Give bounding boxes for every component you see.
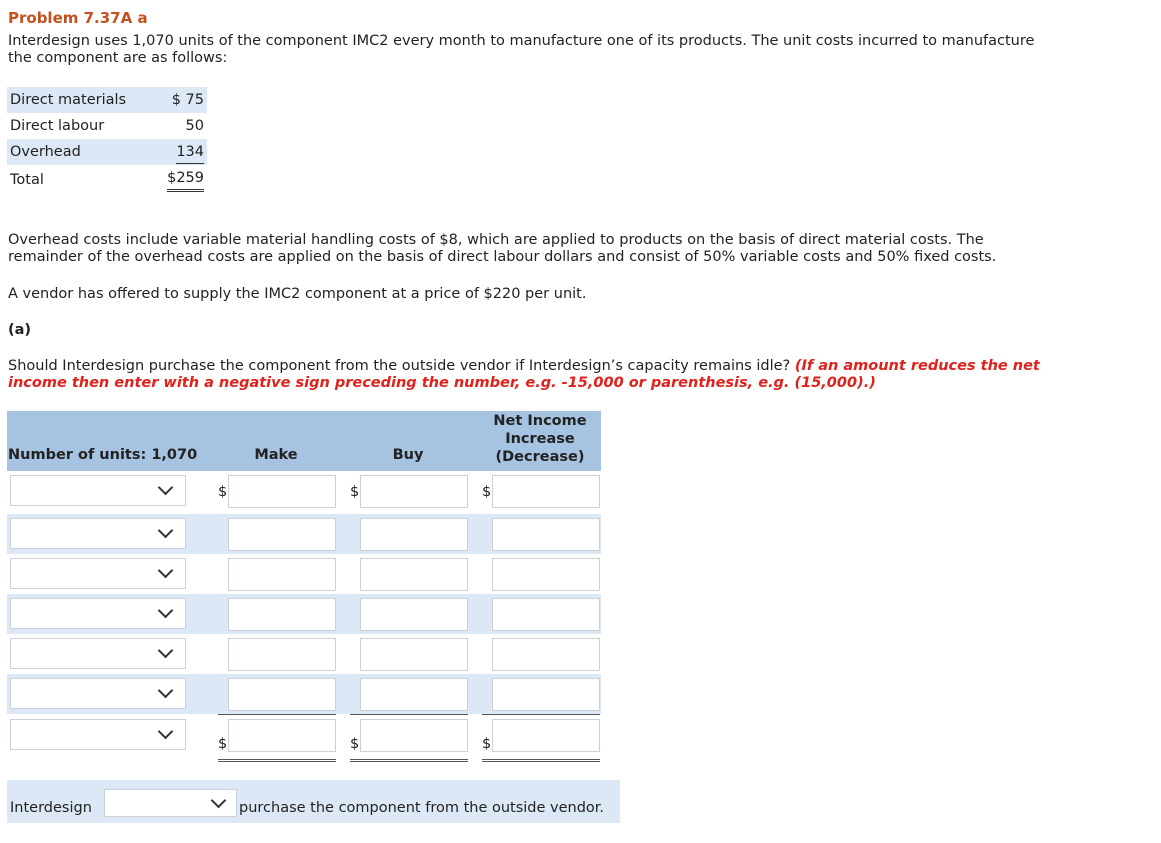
cost-row-direct-labour xyxy=(7,113,207,139)
header-net-line-3: (Decrease) xyxy=(495,449,585,465)
double-underline xyxy=(350,759,468,762)
dollar-sign: $ xyxy=(350,736,360,752)
buy-input[interactable] xyxy=(360,678,468,711)
dollar-sign: $ xyxy=(218,484,228,500)
line-item-select[interactable] xyxy=(10,475,186,506)
dollar-sign: $ xyxy=(482,484,492,500)
buy-input[interactable] xyxy=(360,558,468,591)
cost-value: $259 xyxy=(167,167,204,192)
dollar-sign: $ xyxy=(482,736,492,752)
buy-input[interactable] xyxy=(360,598,468,631)
cost-row-total xyxy=(7,165,207,195)
make-input[interactable] xyxy=(228,598,336,631)
buy-input[interactable] xyxy=(360,518,468,551)
buy-input[interactable] xyxy=(360,475,468,508)
line-item-select[interactable] xyxy=(10,598,186,629)
total-rule xyxy=(218,714,336,715)
intro-paragraph xyxy=(8,33,1108,67)
cost-value: $ 75 xyxy=(171,92,204,108)
line-item-select[interactable] xyxy=(10,678,186,709)
intro-line-1: Interdesign uses 1,070 units of the component IMC2 every month to manufacture one of its products. The unit costs incurred to manufacture xyxy=(8,33,1035,49)
answer-row xyxy=(7,554,601,594)
line-item-select[interactable] xyxy=(10,638,186,669)
buy-total-input[interactable] xyxy=(360,719,468,752)
total-rule xyxy=(482,714,600,715)
intro-line-2: the component are as follows: xyxy=(8,50,228,66)
make-input[interactable] xyxy=(228,638,336,671)
cost-label: Total xyxy=(10,172,44,188)
make-input[interactable] xyxy=(228,475,336,508)
net-income-total-input[interactable] xyxy=(492,719,600,752)
header-buy: Buy xyxy=(392,447,424,463)
net-income-input[interactable] xyxy=(492,558,600,591)
cost-row-overhead xyxy=(7,139,207,165)
make-input[interactable] xyxy=(228,678,336,711)
net-income-input[interactable] xyxy=(492,598,600,631)
header-net-line-2: Increase xyxy=(505,431,575,447)
answer-table-header xyxy=(7,411,601,471)
chevron-down-icon xyxy=(158,643,174,659)
line-item-select[interactable] xyxy=(10,719,186,750)
part-label: (a) xyxy=(8,322,32,338)
instruction-text-2: income then enter with a negative sign preceding the number, e.g. -15,000 or parenthesis, e.g. (15,000).) xyxy=(8,375,876,391)
dollar-sign: $ xyxy=(350,484,360,500)
answer-row xyxy=(7,594,601,634)
line-item-select[interactable] xyxy=(10,558,186,589)
header-net-line-1: Net Income xyxy=(493,413,587,429)
answer-row xyxy=(7,674,601,714)
net-income-input[interactable] xyxy=(492,475,600,508)
make-input[interactable] xyxy=(228,518,336,551)
question-text: Should Interdesign purchase the component from the outside vendor if Interdesign’s capacity remains idle? xyxy=(8,358,791,374)
conclusion-label: Interdesign xyxy=(10,800,92,816)
chevron-down-icon xyxy=(158,563,174,579)
cost-value: 50 xyxy=(185,118,204,134)
header-units: Number of units: 1,070 xyxy=(8,447,198,463)
double-underline xyxy=(482,759,600,762)
chevron-down-icon xyxy=(158,724,174,740)
cost-label: Direct materials xyxy=(10,92,127,108)
header-make: Make xyxy=(254,447,298,463)
line-item-select[interactable] xyxy=(10,518,186,549)
total-rule xyxy=(350,714,468,715)
overhead-line-2: remainder of the overhead costs are applied on the basis of direct labour dollars and consist of 50% variable costs and 50% fixed costs. xyxy=(8,249,997,265)
decision-select[interactable] xyxy=(104,789,237,817)
problem-title: Problem 7.37A a xyxy=(8,9,148,27)
answer-row xyxy=(7,471,601,511)
chevron-down-icon xyxy=(158,603,174,619)
double-underline xyxy=(218,759,336,762)
net-income-input[interactable] xyxy=(492,678,600,711)
answer-row xyxy=(7,634,601,674)
instruction-text-1: (If an amount reduces the net xyxy=(794,358,1040,374)
make-input[interactable] xyxy=(228,558,336,591)
cost-row-direct-materials xyxy=(7,87,207,113)
chevron-down-icon xyxy=(211,793,227,809)
unit-cost-table xyxy=(7,87,207,195)
cost-label: Overhead xyxy=(10,144,81,160)
cost-value: 134 xyxy=(176,141,204,164)
net-income-input[interactable] xyxy=(492,518,600,551)
net-income-input[interactable] xyxy=(492,638,600,671)
answer-row xyxy=(7,514,601,554)
question-paragraph xyxy=(8,358,1108,392)
overhead-paragraph xyxy=(8,232,1108,266)
buy-input[interactable] xyxy=(360,638,468,671)
conclusion-row xyxy=(7,780,620,823)
vendor-paragraph: A vendor has offered to supply the IMC2 component at a price of $220 per unit. xyxy=(8,286,587,302)
dollar-sign: $ xyxy=(218,736,228,752)
chevron-down-icon xyxy=(158,683,174,699)
chevron-down-icon xyxy=(158,480,174,496)
chevron-down-icon xyxy=(158,523,174,539)
answer-row-total xyxy=(7,714,601,762)
conclusion-text: purchase the component from the outside vendor. xyxy=(239,800,605,816)
cost-label: Direct labour xyxy=(10,118,105,134)
header-net-income xyxy=(485,412,595,466)
overhead-line-1: Overhead costs include variable material handling costs of $8, which are applied to products on the basis of direct material costs. The xyxy=(8,232,984,248)
make-total-input[interactable] xyxy=(228,719,336,752)
